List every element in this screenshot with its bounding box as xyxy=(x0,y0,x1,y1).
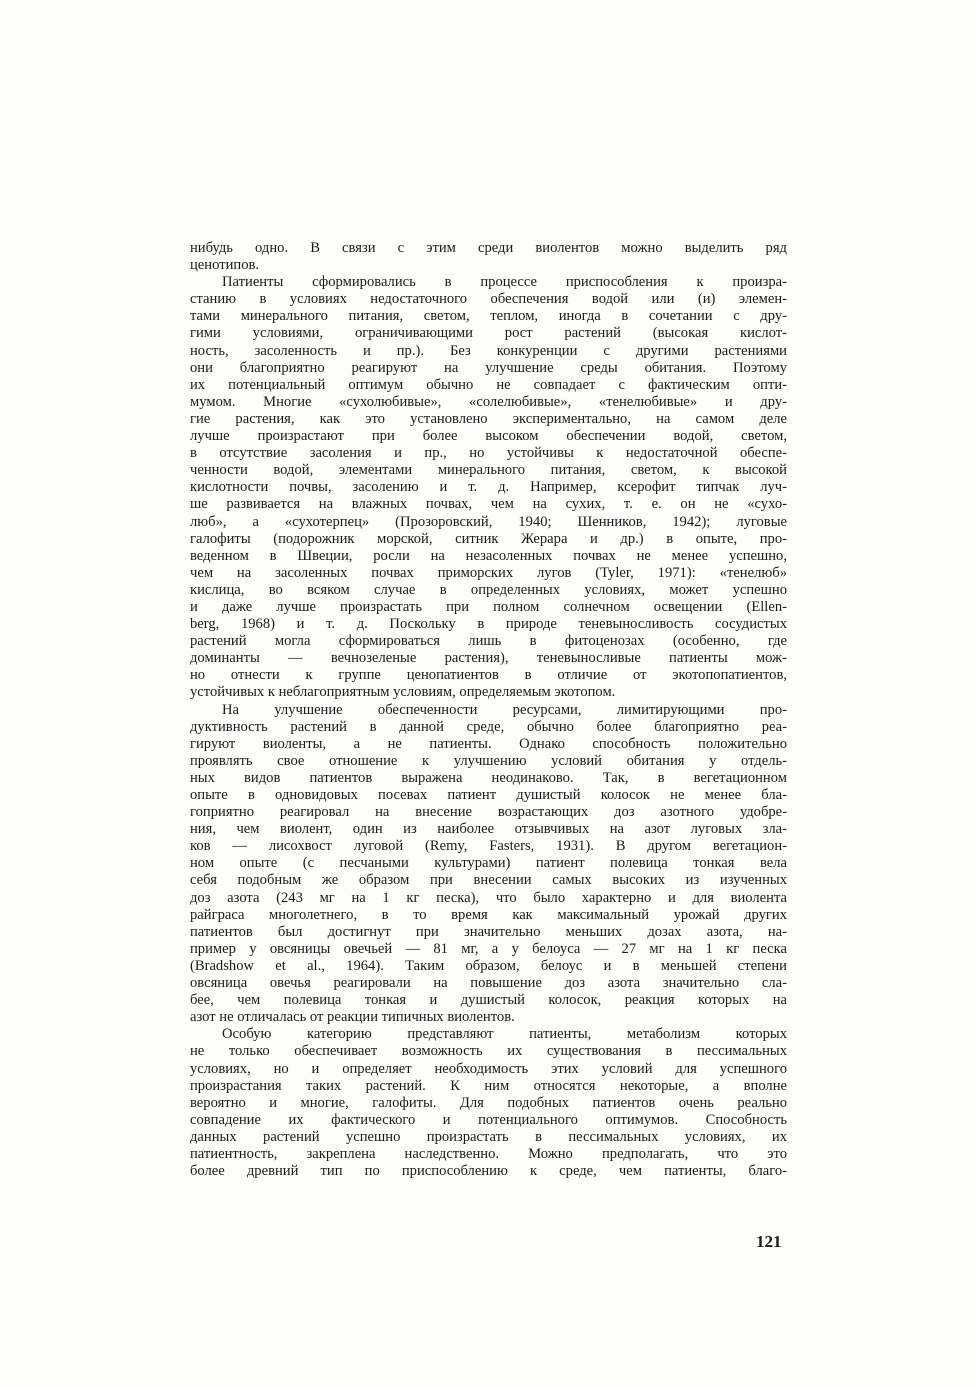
text-line: произрастания таких растений. К ним относятся некоторые, а вполне xyxy=(190,1077,787,1094)
text-line: ном опыте (с песчаными культурами) патиент полевица тонкая вела xyxy=(190,855,787,872)
text-line: ность, засоленность и пр.). Без конкуренции с другими растениями xyxy=(190,342,787,359)
body-text xyxy=(190,240,787,1180)
text-line: себя подобным же образом при внесении самых высоких из изученных xyxy=(190,872,787,889)
text-line: они благоприятно реагируют на улучшение среды обитания. Поэтому xyxy=(190,359,787,376)
text-line: опыте в одновидовых посевах патиент душистый колосок не менее бла- xyxy=(190,787,787,803)
text-line: данных растений успешно произрастать в пессимальных условиях, их xyxy=(190,1128,787,1145)
text-line: патиентность, закреплена наследственно. Можно предполагать, что это xyxy=(190,1145,787,1162)
text-line: доз азота (243 мг на 1 кг песка), что было характерно и для виолента xyxy=(190,889,787,906)
text-line: мумом. Многие «сухолюбивые», «солелюбивые», «тенелюбивые» и дру- xyxy=(190,393,787,410)
text-line: их потенциальный оптимум обычно не совпадает с фактическим опти- xyxy=(190,376,787,393)
text-line: вероятно и многие, галофиты. Для подобных патиентов очень реально xyxy=(190,1094,787,1111)
text-line: лучше произрастают при более высоком обеспечении водой, светом, xyxy=(190,428,787,445)
text-line: райграса многолетнего, в то время как максимальный урожай других xyxy=(190,906,787,923)
text-line: кислица, во всяком случае в определенных условиях, может успешно xyxy=(190,581,787,598)
text-line: Патиенты сформировались в процессе приспособления к произра- xyxy=(222,274,787,291)
text-line: berg, 1968) и т. д. Поскольку в природе теневыносливость сосудистых xyxy=(190,616,787,633)
text-line: ных видов патиентов выражена неодинаково. Так, в вегетационном xyxy=(190,769,787,786)
text-line: азот не отличалась от реакции типичных виолентов. xyxy=(190,1009,515,1026)
text-line: люб», а «сухотерпец» (Прозоровский, 1940; Шенников, 1942); луговые xyxy=(190,513,787,530)
text-line: но отнести к группе ценопатиентов в отличие от экотопопатиентов, xyxy=(190,667,787,684)
text-line: растений могла сформироваться лишь в фитоценозах (особенно, где xyxy=(190,633,787,650)
page-number: 121 xyxy=(756,1232,782,1251)
text-line: в отсутствие засоления и пр., но устойчивы к недостаточной обеспе- xyxy=(190,445,787,462)
text-line: гими условиями, ограничивающими рост растений (высокая кислот- xyxy=(190,325,787,342)
text-line: патиентов был достигнут при значительно меньших дозах азота, на- xyxy=(190,923,787,940)
text-line: условиях, но и определяет необходимость этих условий для успешного xyxy=(190,1060,787,1077)
text-line: ше развивается на влажных почвах, чем на сухих, т. е. он не «сухо- xyxy=(190,496,787,513)
text-line: кислотности почвы, засолению и т. д. Например, ксерофит типчак луч- xyxy=(190,479,787,496)
text-line: бее, чем полевица тонкая и душистый колосок, реакция которых на xyxy=(190,992,787,1009)
text-line: пример у овсяницы овечьей — 81 мг, а у белоуса — 27 мг на 1 кг песка xyxy=(190,940,787,957)
text-line: ния, чем виолент, один из наиболее отзывчивых на азот луговых зла- xyxy=(190,821,787,838)
text-line: На улучшение обеспеченности ресурсами, лимитирующими про- xyxy=(222,701,787,718)
text-line: дуктивность растений в данной среде, обычно более благоприятно реа- xyxy=(190,718,787,735)
text-line: и даже лучше произрастать при полном солнечном освещении (Ellen- xyxy=(190,598,787,615)
text-line: веденном в Швеции, росли на незасоленных почвах не менее успешно, xyxy=(190,547,787,564)
text-line: нибудь одно. В связи с этим среди виолентов можно выделить ряд xyxy=(190,240,787,256)
text-line: более древний тип по приспособлению к среде, чем патиенты, благо- xyxy=(190,1163,787,1180)
text-line: доминанты — вечнозеленые растения), теневыносливые патиенты мож- xyxy=(190,650,787,667)
text-line: (Bradshow et al., 1964). Таким образом, белоус и в меньшей степени xyxy=(190,957,787,974)
text-line: не только обеспечивает возможность их существования в пессимальных xyxy=(190,1043,787,1060)
text-line: гируют виоленты, а не патиенты. Однако способность положительно xyxy=(190,735,787,752)
text-line: чем на засоленных почвах приморских лугов (Tyler, 1971): «тенелюб» xyxy=(190,564,787,581)
text-line: тами минерального питания, светом, теплом, иногда в сочетании с дру- xyxy=(190,308,787,325)
text-line: галофиты (подорожник морской, ситник Жерара и др.) в опыте, про- xyxy=(190,530,787,547)
text-line: Особую категорию представляют патиенты, метаболизм которых xyxy=(222,1026,787,1043)
text-line: устойчивых к неблагоприятным условиям, определяемым экотопом. xyxy=(190,684,616,701)
text-line: ценотипов. xyxy=(190,257,260,274)
text-line: овсяница овечья реагировали на повышение доз азота значительно сла- xyxy=(190,975,787,992)
text-line: гоприятно реагировал на внесение возрастающих доз азотного удобре- xyxy=(190,804,787,821)
text-line: гие растения, как это установлено экспериментально, на самом деле xyxy=(190,410,787,427)
text-line: станию в условиях недостаточного обеспечения водой или (и) элемен- xyxy=(190,291,787,308)
text-line: совпадение их фактического и потенциального оптимумов. Способность xyxy=(190,1111,787,1128)
text-line: проявлять свое отношение к улучшению условий обитания у отдель- xyxy=(190,752,787,769)
text-line: ченности водой, элементами минерального питания, светом, к высокой xyxy=(190,462,787,479)
text-line: ков — лисохвост луговой (Remy, Fasters, 1931). В другом вегетацион- xyxy=(190,838,787,855)
